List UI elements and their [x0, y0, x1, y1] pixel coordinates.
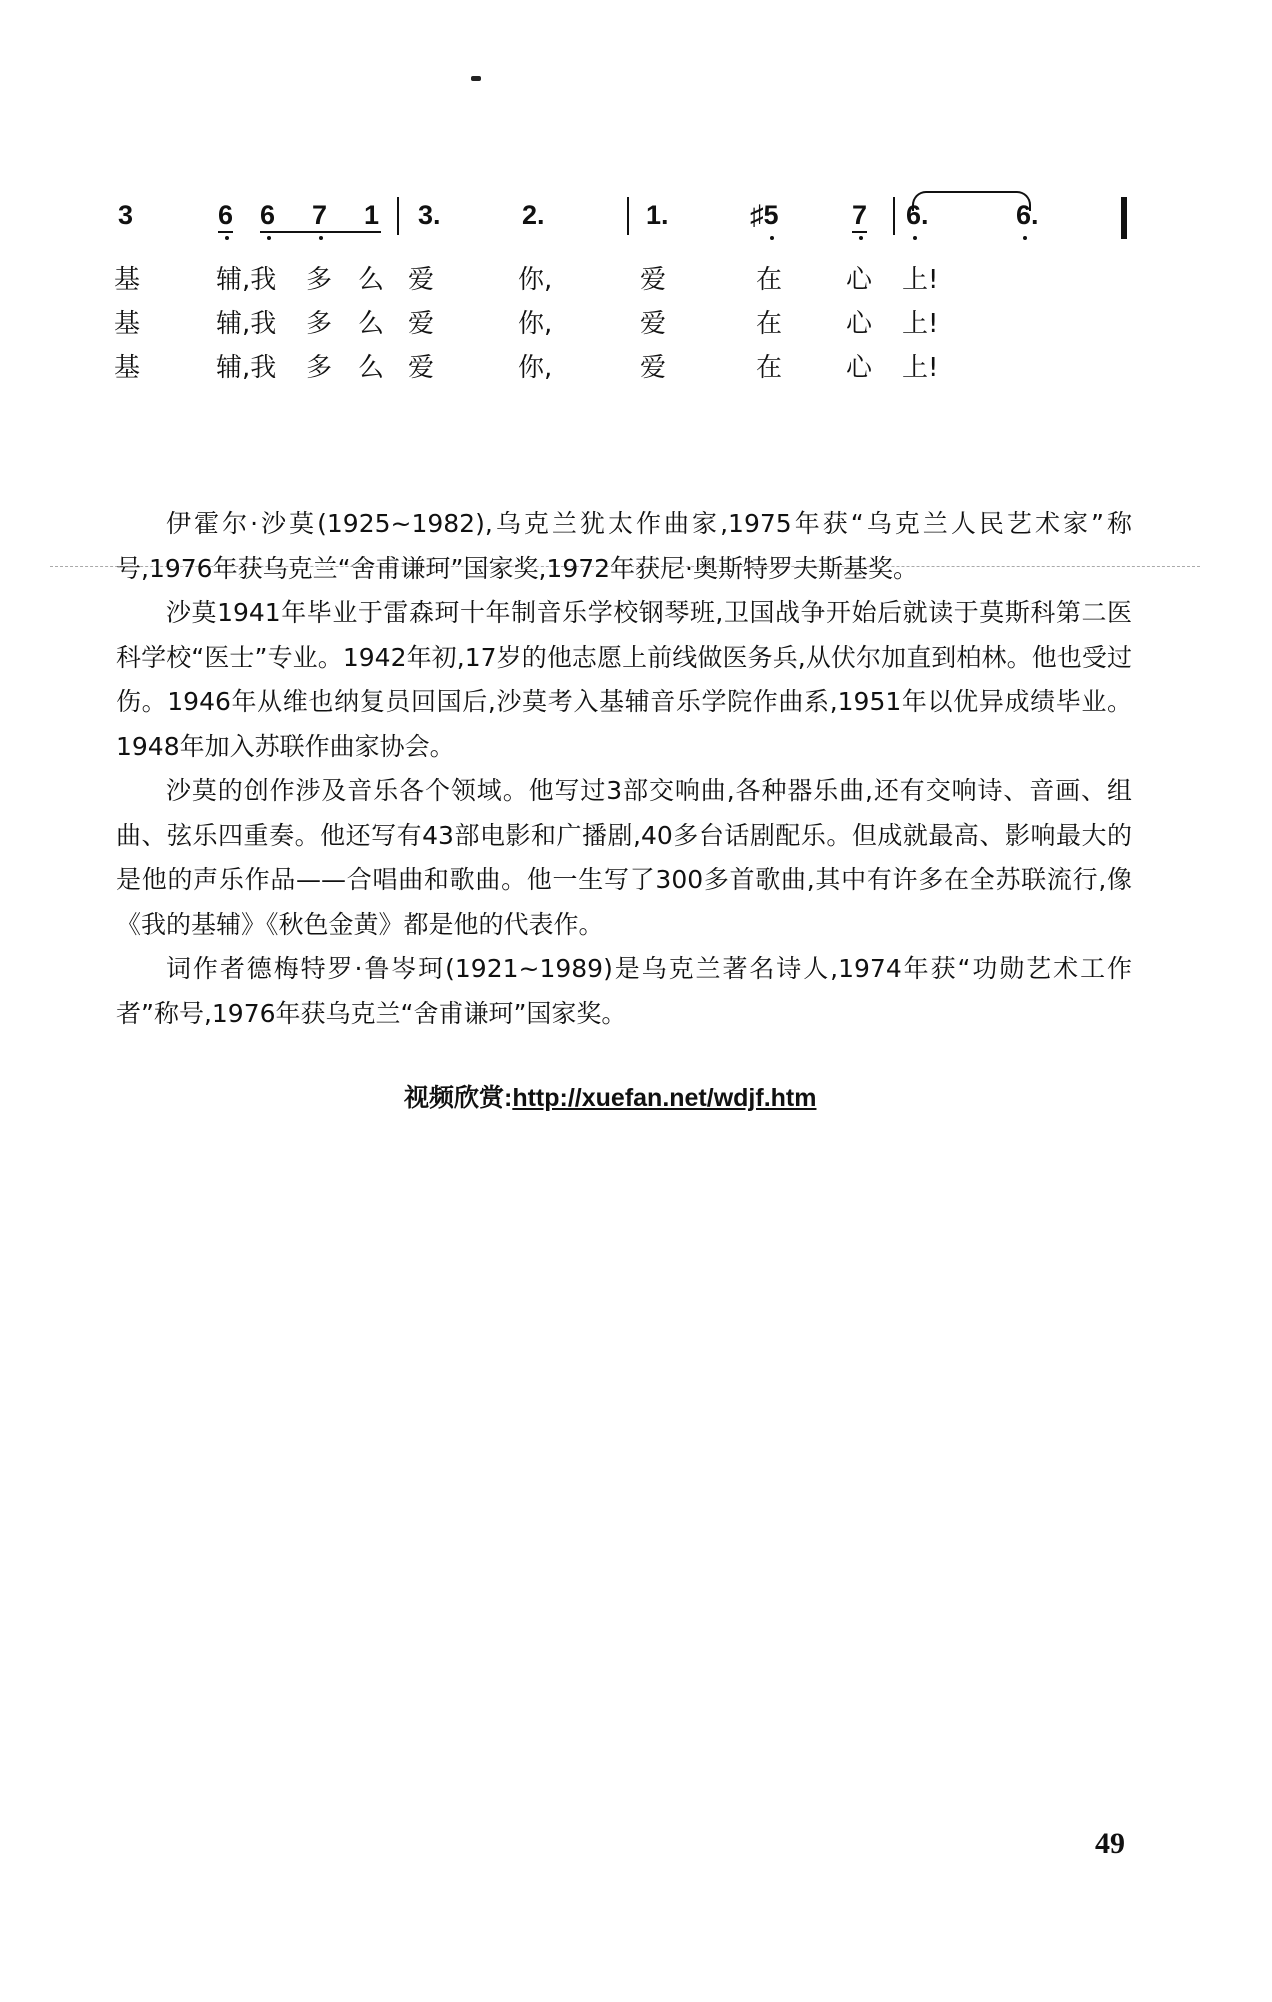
page-number: 49 [1095, 1827, 1125, 1860]
paragraph-composer-intro: 伊霍尔·沙莫(1925~1982),乌克兰犹太作曲家,1975年获“乌克兰人民艺术家”称号,1976年获乌克兰“舍甫谦珂”国家奖,1972年获尼·奥斯特罗夫斯基奖。 [116, 509, 1132, 583]
score-note: 3 [118, 200, 134, 230]
paragraph-composer-education: 沙莫1941年毕业于雷森珂十年制音乐学校钢琴班,卫国战争开始后就读于莫斯科第二医科学校“医士”专业。1942年初,17岁的他志愿上前线做医务兵,从伏尔加直到柏林。他也受过伤。1946年从维也纳复员回国后,沙莫考入基辅音乐学院作曲系,1951年以优异成绩毕业。1948年加入苏联作曲家协会。 [116, 598, 1132, 761]
lyric-syllable: 基 [114, 265, 141, 295]
lyric-syllable: 上! [902, 265, 939, 295]
lyric-syllable: 爱 [640, 353, 667, 383]
biography-text [116, 502, 1132, 1036]
numbered-musical-score [0, 0, 1272, 400]
score-note: 7 [312, 200, 327, 230]
video-reference [404, 1078, 816, 1114]
score-note: 6. [1016, 200, 1039, 230]
lyric-syllable: 在 [756, 309, 783, 339]
lyric-syllable: 你, [518, 309, 553, 339]
lyric-syllable: 爱 [408, 309, 435, 339]
score-note: 6. [906, 200, 929, 230]
lyric-syllable: 你, [518, 265, 553, 295]
lyric-syllable: 爱 [408, 265, 435, 295]
lyric-syllable: 心 [846, 353, 873, 383]
lyric-syllable: 辅,我 [216, 309, 277, 339]
score-note: ♯5 [750, 200, 779, 230]
final-bar-line [1121, 197, 1127, 239]
paragraph-composer-works: 沙莫的创作涉及音乐各个领域。他写过3部交响曲,各种器乐曲,还有交响诗、音画、组曲、弦乐四重奏。他还写有43部电影和广播剧,40多台话剧配乐。但成就最高、影响最大的是他的声乐作品——合唱曲和歌曲。他一生写了300多首歌曲,其中有许多在全苏联流行,像《我的基辅》《秋色金黄》都是他的代表作。 [116, 776, 1132, 939]
lyric-syllable: 你, [518, 353, 553, 383]
bar-line [893, 197, 895, 235]
score-note: 3. [418, 200, 441, 230]
lyric-syllable: 爱 [640, 265, 667, 295]
lyric-syllable: 在 [756, 265, 783, 295]
lyric-syllable: 心 [846, 265, 873, 295]
lyric-syllable: 多 [306, 353, 333, 383]
lyric-syllable: 多 [306, 309, 333, 339]
score-note: 1 [364, 200, 380, 230]
score-note: 1. [646, 200, 669, 230]
paragraph-lyricist: 词作者德梅特罗·鲁岑珂(1921~1989)是乌克兰著名诗人,1974年获“功勋艺术工作者”称号,1976年获乌克兰“舍甫谦珂”国家奖。 [116, 954, 1132, 1028]
lyric-syllable: 辅,我 [216, 353, 277, 383]
lyric-syllable: 在 [756, 353, 783, 383]
bar-line [627, 197, 629, 235]
video-label: 视频欣赏: [404, 1084, 513, 1112]
video-link[interactable]: http://xuefan.net/wdjf.htm [512, 1084, 817, 1112]
score-note: 6 [218, 200, 233, 230]
lyric-syllable: 上! [902, 309, 939, 339]
lyric-syllable: 心 [846, 309, 873, 339]
lyric-syllable: 么 [358, 265, 385, 295]
score-note: 2. [522, 200, 545, 230]
lyric-syllable: 基 [114, 309, 141, 339]
lyric-syllable: 辅,我 [216, 265, 277, 295]
lyric-syllable: 么 [358, 353, 385, 383]
score-note: 6 [260, 200, 275, 230]
beam-line [260, 231, 381, 233]
lyric-syllable: 上! [902, 353, 939, 383]
lyric-syllable: 爱 [408, 353, 435, 383]
lyric-syllable: 么 [358, 309, 385, 339]
lyric-syllable: 多 [306, 265, 333, 295]
score-note: 7 [852, 200, 867, 230]
lyric-syllable: 爱 [640, 309, 667, 339]
tie-arc [912, 191, 1031, 211]
bar-line [397, 197, 399, 235]
lyric-syllable: 基 [114, 353, 141, 383]
